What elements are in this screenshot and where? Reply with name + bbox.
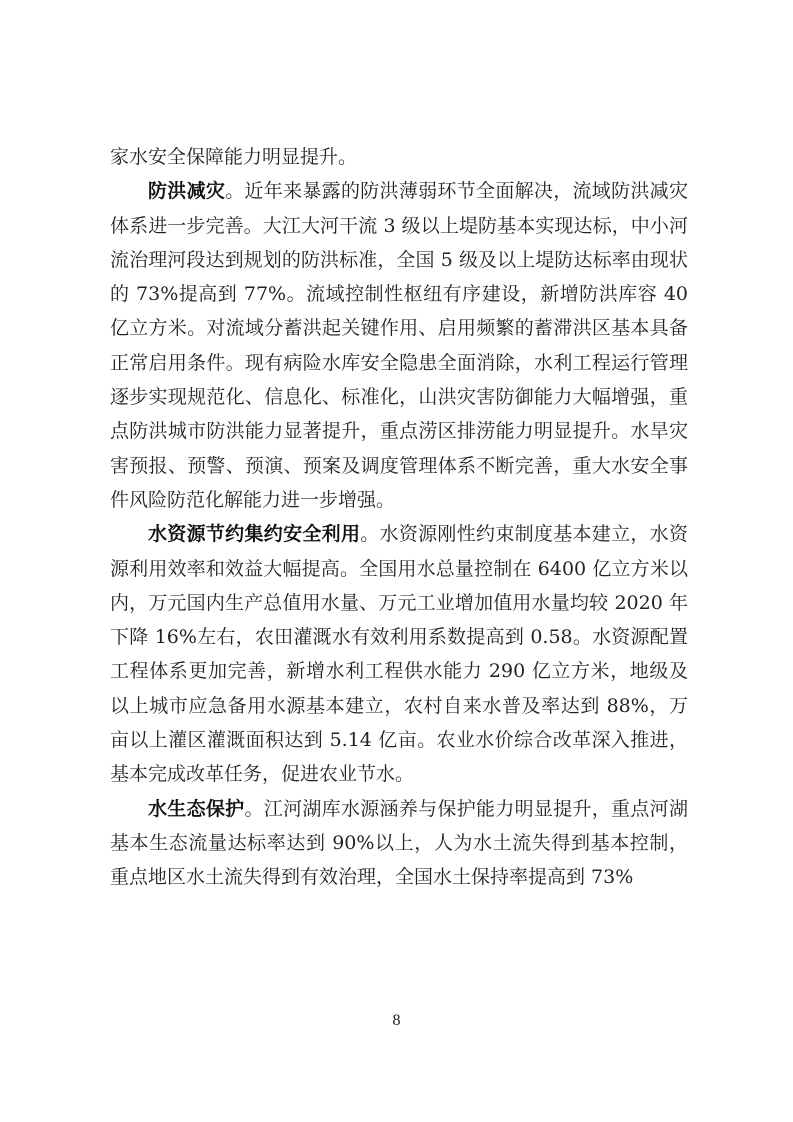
paragraph-heading-water-resources: 水资源节约集约安全利用 — [148, 523, 361, 546]
body-text — [110, 140, 688, 895]
paragraph-heading-water-ecology: 水生态保护 — [148, 797, 245, 820]
paragraph-water-ecology — [110, 792, 688, 895]
paragraph-text-water-resources: 。水资源刚性约束制度基本建立，水资源利用效率和效益大幅提高。全国用水总量控制在 6400 亿立方米以内，万元国内生产总值用水量、万元工业增加值用水量均较 2020 年下降 16%左右，农田灌溉水有效利用系数提高到 0.58。水资源配置工程体系更加完善，新增水利工程供水能力 290 亿立方米，地级及以上城市应急备用水源基本建立，农村自来水普及率达到 88%，万亩以上灌区灌溉面积达到 5.14 亿亩。农业水价综合改革深入推进，基本完成改革任务，促进农业节水。 — [110, 523, 688, 786]
paragraph-flood-control — [110, 174, 688, 517]
paragraph-water-resources — [110, 517, 688, 791]
paragraph-text-water-ecology: 。江河湖库水源涵养与保护能力明显提升，重点河湖基本生态流量达标率达到 90%以上，人为水土流失得到基本控制，重点地区水土流失得到有效治理，全国水土保持率提高到 73% — [110, 797, 688, 889]
continuation-paragraph: 家水安全保障能力明显提升。 — [110, 146, 358, 168]
page-number: 8 — [392, 1012, 401, 1029]
paragraph-text-flood-control: 。近年来暴露的防洪薄弱环节全面解决，流域防洪减灾体系进一步完善。大江大河干流 3 级以上堤防基本实现达标，中小河流治理河段达到规划的防洪标准，全国 5 级及以上堤防达标率由现状的 73%提高到 77%。流域控制性枢纽有序建设，新增防洪库容 40 亿立方米。对流域分蓄洪起关键作用、启用频繁的蓄滞洪区基本具备正常启用条件。现有病险水库安全隐患全面消除，水利工程运行管理逐步实现规范化、信息化、标准化，山洪灾害防御能力大幅增强，重点防洪城市防洪能力显著提升，重点涝区排涝能力明显提升。水旱灾害预报、预警、预演、预案及调度管理体系不断完善，重大水安全事件风险防范化解能力进一步增强。 — [110, 180, 688, 511]
paragraph-heading-flood-control: 防洪减灾 — [148, 180, 226, 203]
